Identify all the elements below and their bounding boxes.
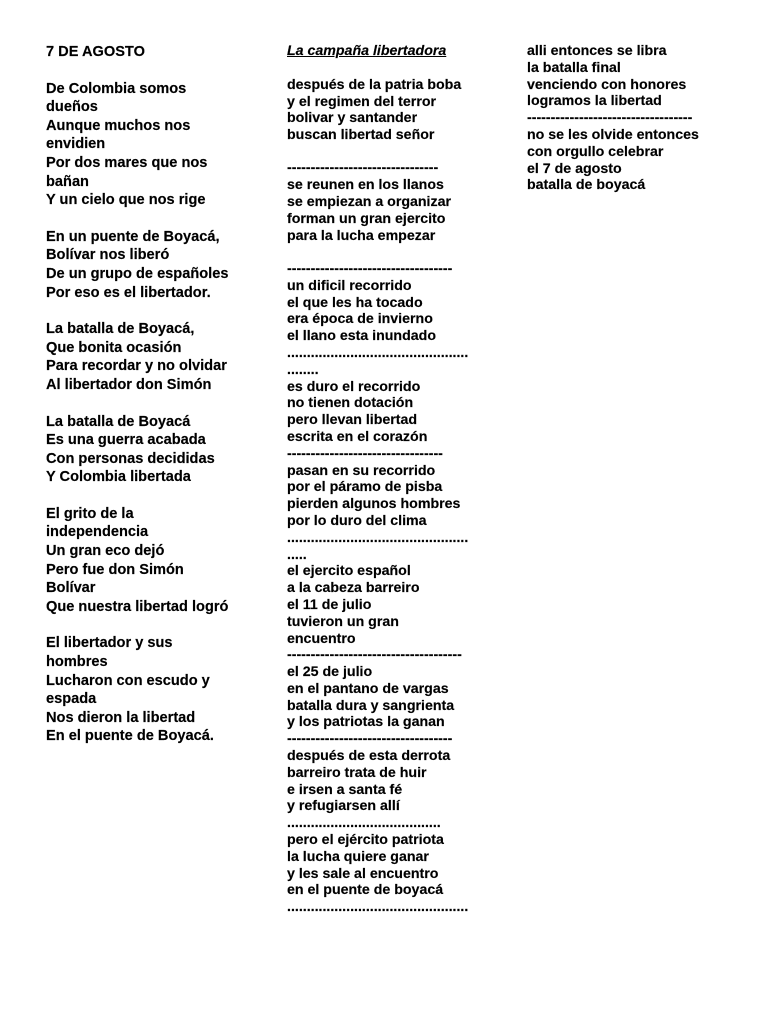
separator-line: --------------------------------- [287, 445, 443, 462]
stanza [46, 80, 261, 210]
verse-line: y el regimen del terror [287, 93, 437, 110]
verse-line: Y Colombia libertada [46, 469, 191, 486]
verse-line: De Colombia somos [46, 80, 187, 97]
stanza-gap [287, 144, 492, 161]
verse-line: en el puente de boyacá [287, 882, 444, 899]
verse-line: forman un gran ejercito [287, 210, 446, 227]
verse-line: por el páramo de pisba [287, 479, 443, 496]
verse-line: El libertador y sus [46, 635, 173, 652]
verse-line: pero el ejército patriota [287, 832, 444, 849]
verse-line: encuentro [287, 630, 356, 647]
verse-line: tuvieron un gran [287, 613, 399, 630]
verse-line: Bolívar [46, 580, 96, 597]
verse-line: bañan [46, 173, 89, 190]
verse-line: el 7 de agosto [527, 160, 622, 177]
poem-campana-libertadora [287, 43, 492, 916]
stanza [46, 320, 261, 394]
verse-line: después de la patria boba [287, 76, 462, 93]
verse-line: a la cabeza barreiro [287, 580, 420, 597]
separator-line: .............................................. [287, 899, 469, 916]
verse-line: envidien [46, 136, 106, 153]
verse-line: e irsen a santa fé [287, 781, 403, 798]
verse-line: Que nuestra libertad logró [46, 598, 229, 615]
verse-line: y los patriotas la ganan [287, 714, 445, 731]
verse-line: Que bonita ocasión [46, 339, 182, 356]
verse-line: escrita en el corazón [287, 428, 428, 445]
verse-line: barreiro trata de huir [287, 764, 427, 781]
verse-line: batalla de boyacá [527, 177, 646, 194]
verse-line: se empiezan a organizar [287, 194, 452, 211]
verse-line: no tienen dotación [287, 395, 414, 412]
verse-line: el ejercito español [287, 563, 411, 580]
verse-line: Lucharon con escudo y [46, 672, 210, 689]
separator-line: ..... [287, 546, 307, 563]
stanza [46, 505, 261, 617]
verse-line: Por eso es el libertador. [46, 284, 211, 301]
verse-line: independencia [46, 524, 149, 541]
verse-line: con orgullo celebrar [527, 143, 664, 160]
poem-title: 7 DE AGOSTO [46, 44, 145, 60]
separator-line: ........ [287, 361, 319, 378]
verse-line: dueños [46, 99, 98, 116]
verse-line: Por dos mares que nos [46, 154, 208, 171]
verse-line: En el puente de Boyacá. [46, 728, 214, 745]
poem-lines [527, 43, 757, 194]
verse-line: En un puente de Boyacá, [46, 228, 220, 245]
verse-line: batalla dura y sangrienta [287, 697, 455, 714]
verse-line: De un grupo de españoles [46, 265, 229, 282]
verse-line: Nos dieron la libertad [46, 709, 196, 726]
verse-line: un dificil recorrido [287, 277, 412, 294]
verse-line: después de esta derrota [287, 748, 451, 765]
verse-line: hombres [46, 654, 108, 671]
separator-line: ----------------------------------- [287, 731, 453, 748]
verse-line: Es una guerra acabada [46, 432, 206, 449]
verse-line: Un gran eco dejó [46, 543, 165, 560]
stanza [46, 413, 261, 487]
verse-line: Pero fue don Simón [46, 561, 184, 578]
separator-line: ------------------------------------- [287, 647, 462, 664]
verse-line: pasan en su recorrido [287, 462, 436, 479]
verse-line: en el pantano de vargas [287, 680, 449, 697]
verse-line: Y un cielo que nos rige [46, 192, 206, 209]
stanza-gap [287, 244, 492, 261]
poem-lines [287, 77, 492, 916]
verse-line: venciendo con honores [527, 76, 687, 93]
poem-campana-libertadora-continued [527, 43, 757, 194]
verse-line: por lo duro del clima [287, 512, 427, 529]
verse-line: La batalla de Boyacá, [46, 321, 195, 338]
verse-line: la lucha quiere ganar [287, 848, 429, 865]
verse-line: no se les olvide entonces [527, 126, 699, 143]
verse-line: espada [46, 691, 97, 708]
separator-line: ....................................... [287, 815, 441, 832]
verse-line: se reunen en los llanos [287, 177, 444, 194]
verse-line: para la lucha empezar [287, 227, 436, 244]
poem-stanzas [46, 80, 261, 746]
verse-line: pero llevan libertad [287, 412, 418, 429]
verse-line: pierden algunos hombres [287, 496, 461, 513]
verse-line: bolivar y santander [287, 110, 418, 127]
verse-line: el 25 de julio [287, 664, 373, 681]
verse-line: era época de invierno [287, 311, 433, 328]
verse-line: y les sale al encuentro [287, 865, 439, 882]
separator-line: ----------------------------------- [287, 260, 453, 277]
verse-line: Para recordar y no olvidar [46, 358, 227, 375]
verse-line: el 11 de julio [287, 596, 372, 613]
verse-line: alli entonces se libra [527, 43, 667, 59]
separator-line: ----------------------------------- [527, 110, 693, 127]
verse-line: Al libertador don Simón [46, 376, 212, 393]
verse-line: el que les ha tocado [287, 294, 423, 311]
verse-line: Bolívar nos liberó [46, 247, 170, 264]
verse-line: y refugiarsen allí [287, 798, 400, 815]
verse-line: El grito de la [46, 505, 134, 522]
separator-line: .............................................. [287, 344, 469, 361]
poem-title: La campaña libertadora [287, 43, 447, 59]
stanza [46, 634, 261, 746]
stanza [46, 228, 261, 302]
verse-line: Aunque muchos nos [46, 117, 191, 134]
verse-line: La batalla de Boyacá [46, 413, 191, 430]
separator-line: .............................................. [287, 529, 469, 546]
verse-line: buscan libertad señor [287, 127, 435, 144]
verse-line: Con personas decididas [46, 450, 215, 467]
verse-line: la batalla final [527, 59, 621, 76]
verse-line: el llano esta inundado [287, 328, 436, 345]
poem-7-de-agosto [46, 43, 261, 764]
verse-line: es duro el recorrido [287, 378, 421, 395]
verse-line: logramos la libertad [527, 93, 662, 110]
separator-line: -------------------------------- [287, 160, 439, 177]
